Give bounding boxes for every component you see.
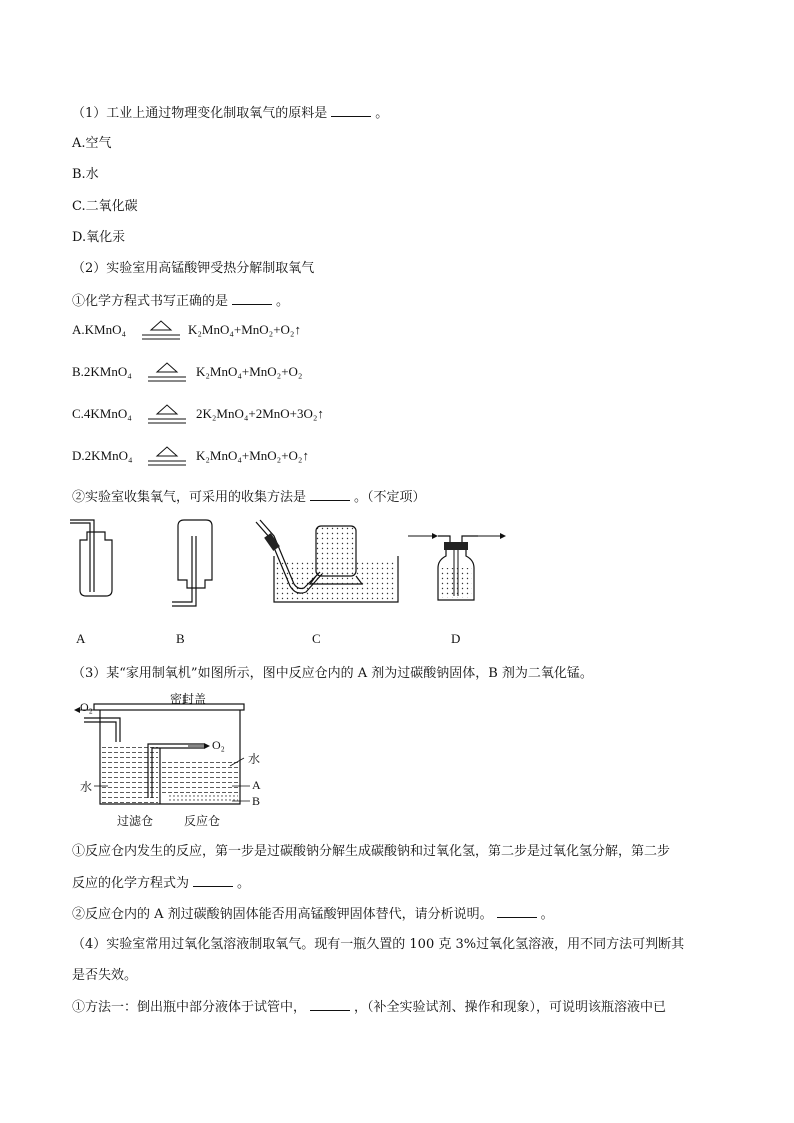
- lid-label: 密封盖: [170, 692, 207, 706]
- water-left-label: 水: [80, 780, 93, 794]
- o2-inner-label: O₂: [212, 738, 225, 752]
- heat-sign: [144, 362, 190, 384]
- q2-stem: （2）实验室用高锰酸钾受热分解制取氧气: [72, 261, 315, 276]
- q3-stem: （3）某“家用制氧机”如图所示，图中反应仓内的 A 剂为过碳酸钠固体，B 剂为二氧化锰。: [72, 666, 593, 681]
- equation-rhs: 2K₂MnO₄+2MnO+3O₂↑: [196, 406, 324, 421]
- reaction-chamber-label: 反应仓: [184, 814, 221, 828]
- q3-sub1-end: 。: [237, 876, 251, 891]
- q2-sub2-text: ②实验室收集氧气，可采用的收集方法是: [72, 490, 307, 505]
- answer-blank[interactable]: [310, 998, 350, 1011]
- filter-chamber-label: 过滤仓: [117, 814, 154, 828]
- q2-sub1-end: 。: [276, 294, 290, 309]
- apparatus-label-b: B: [176, 631, 185, 646]
- equation-rhs: K₂MnO₄+MnO₂+O₂↑: [188, 322, 301, 337]
- q3-sub2: [72, 905, 554, 924]
- q4-method1-end: ，（补全实验试剂、操作和现象），可说明该瓶溶液中已: [354, 1000, 667, 1015]
- q3-sub2-text: ②反应仓内的 A 剂过碳酸钠固体能否用高锰酸钾固体替代，请分析说明。: [72, 907, 493, 922]
- q2-sub1: [72, 292, 289, 311]
- q1-option-a: A.空气: [72, 136, 112, 151]
- heat-sign: [144, 404, 190, 426]
- apparatus-label-d: D: [451, 631, 461, 646]
- q2-sub2: [72, 488, 426, 507]
- equation-lhs: A.KMnO₄: [72, 322, 127, 337]
- agent-a-label: A: [252, 778, 261, 792]
- agent-b-label: B: [252, 794, 261, 808]
- q3-sub2-end: 。: [540, 907, 554, 922]
- answer-blank[interactable]: [497, 905, 537, 918]
- gas-collection-apparatus: [60, 516, 520, 616]
- equation-rhs: K₂MnO₄+MnO₂+O₂: [196, 364, 303, 379]
- q1-option-c: C.二氧化碳: [72, 199, 138, 214]
- q1-stem-end: 。: [375, 106, 389, 121]
- apparatus-d-icon: [408, 533, 506, 600]
- q1-option-b: B.水: [72, 167, 99, 182]
- apparatus-label-a: A: [76, 631, 86, 646]
- equation-lhs: D.2KMnO₄: [72, 448, 133, 463]
- q4-stem-line1: （4）实验室常用过氧化氢溶液制取氧气。现有一瓶久置的 100 克 3%过氧化氢溶液，用不同方法可判断其: [72, 937, 685, 952]
- q4-stem-line2: 是否失效。: [72, 968, 138, 983]
- apparatus-a-icon: [70, 520, 112, 596]
- apparatus-label-c: C: [312, 631, 321, 646]
- water-right-label: 水: [248, 752, 261, 766]
- o2-outlet-label: O₂: [80, 700, 93, 714]
- answer-blank[interactable]: [310, 488, 350, 501]
- answer-blank[interactable]: [232, 292, 272, 305]
- q3-sub1-text: 反应的化学方程式为: [72, 876, 190, 891]
- q3-sub1-line1: ①反应仓内发生的反应，第一步是过碳酸钠分解生成碳酸钠和过氧化氢，第二步是过氧化氢分解，第二步: [72, 844, 671, 859]
- q4-method1: [72, 998, 666, 1017]
- q4-method1-text: ①方法一：倒出瓶中部分液体于试管中，: [72, 1000, 307, 1015]
- q1-option-d: D.氧化汞: [72, 230, 126, 245]
- q2-sub1-text: ①化学方程式书写正确的是: [72, 294, 229, 309]
- equation-rhs: K₂MnO₄+MnO₂+O₂↑: [196, 448, 309, 463]
- equation-lhs: C.4KMnO₄: [72, 406, 132, 421]
- heat-sign: [144, 446, 190, 468]
- answer-blank[interactable]: [193, 874, 233, 887]
- apparatus-c-icon: [256, 520, 398, 602]
- q3-sub1-line2: [72, 874, 250, 893]
- equation-lhs: B.2KMnO₄: [72, 364, 132, 379]
- apparatus-b-icon: [172, 520, 212, 606]
- heat-sign: [138, 320, 184, 342]
- q1-stem-text: （1）工业上通过物理变化制取氧气的原料是: [72, 106, 328, 121]
- q2-sub2-end: 。（不定项）: [354, 490, 426, 505]
- q1-stem: [72, 104, 388, 123]
- answer-blank[interactable]: [331, 104, 371, 117]
